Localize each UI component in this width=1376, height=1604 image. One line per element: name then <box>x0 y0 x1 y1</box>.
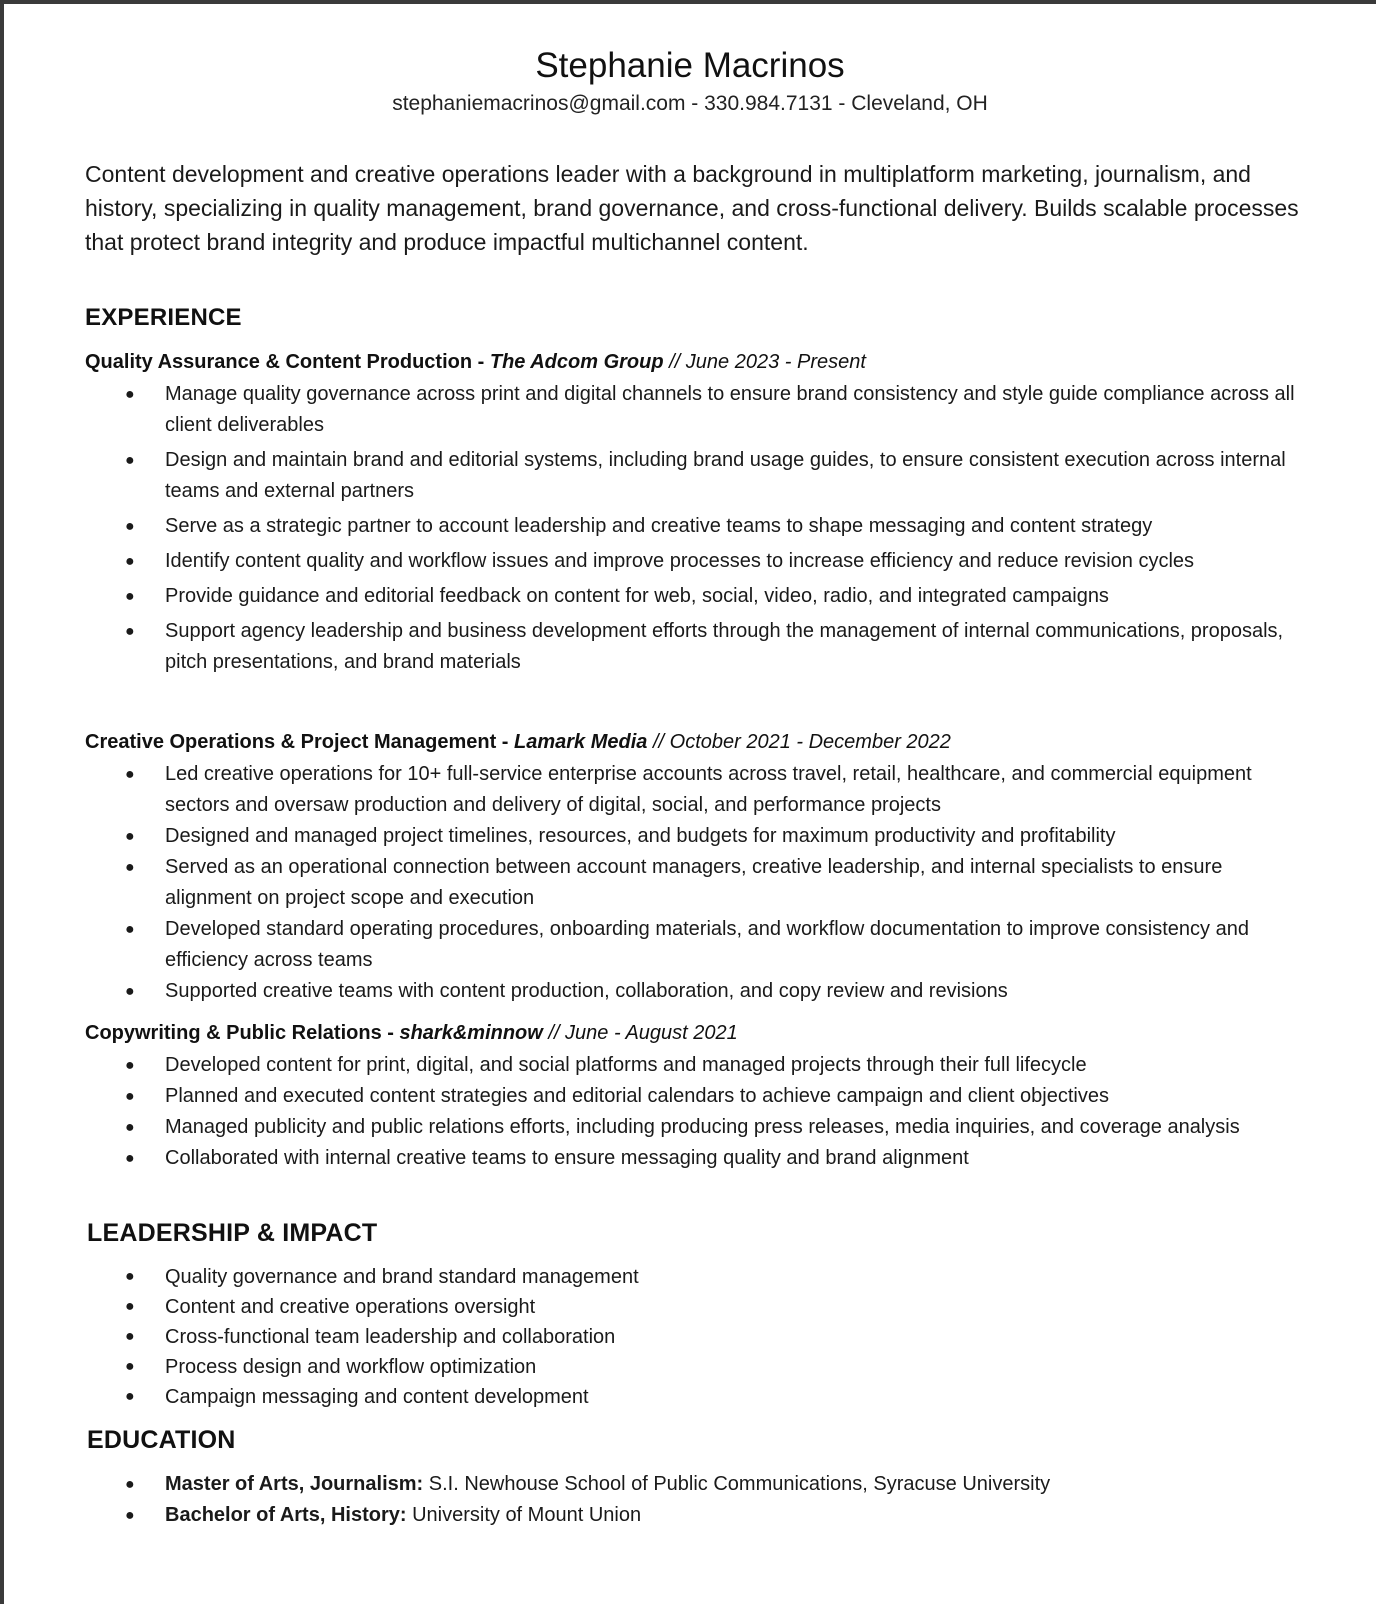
bullet-icon: ● <box>125 518 135 535</box>
bullet-text: Manage quality governance across print and digital channels to ensure brand consistency and style guide compliance across all client deliverables <box>165 383 1295 436</box>
bullet-icon: ● <box>125 766 135 783</box>
list-item <box>85 1322 1300 1352</box>
bullet-text: Serve as a strategic partner to account leadership and creative teams to shape messaging and content strategy <box>165 515 1153 537</box>
bullet-icon: ● <box>125 828 135 845</box>
window-left-border <box>0 0 4 1604</box>
bullet-icon: ● <box>125 983 135 1000</box>
list-item <box>85 379 1300 441</box>
degree-label: Bachelor of Arts, History: <box>165 1504 407 1526</box>
list-item <box>85 616 1300 678</box>
job-bullet-list <box>85 1050 1300 1174</box>
job-dates: // June 2023 - Present <box>663 351 866 373</box>
education-list <box>85 1469 1300 1531</box>
bullet-text: Design and maintain brand and editorial systems, including brand usage guides, to ensure consistent execution across internal teams and external partners <box>165 449 1286 502</box>
bullet-text: Support agency leadership and business development efforts through the management of internal communications, proposals, pitch presentations, and brand materials <box>165 620 1284 673</box>
list-item <box>85 976 1300 1007</box>
bullet-text: Content and creative operations oversight <box>165 1296 536 1318</box>
list-item <box>85 852 1300 914</box>
school-name: University of Mount Union <box>406 1504 642 1526</box>
bullet-icon: ● <box>125 859 135 876</box>
bullet-icon: ● <box>125 1476 135 1493</box>
job-company: shark&minnow <box>399 1022 543 1044</box>
list-item <box>85 1382 1300 1412</box>
job-role: Creative Operations & Project Management - <box>85 731 515 753</box>
job-role: Quality Assurance & Content Production - <box>85 351 490 373</box>
list-item <box>85 821 1300 852</box>
bullet-icon: ● <box>125 1358 135 1375</box>
list-item <box>85 914 1300 976</box>
list-item <box>85 759 1300 821</box>
list-item <box>85 1352 1300 1382</box>
list-item <box>85 1081 1300 1112</box>
bullet-text: Cross-functional team leadership and collaboration <box>165 1326 616 1348</box>
job-title-line <box>85 349 866 375</box>
education-heading: EDUCATION <box>87 1426 236 1454</box>
list-item <box>85 445 1300 507</box>
list-item <box>85 546 1300 577</box>
contact-line: stephaniemacrinos@gmail.com - 330.984.7131 - Cleveland, OH <box>392 92 988 115</box>
bullet-text: Led creative operations for 10+ full-service enterprise accounts across travel, retail, healthcare, and commercial equipment sectors and oversaw production and delivery of digital, social, and performance projects <box>165 763 1252 816</box>
bullet-text: Developed standard operating procedures, onboarding materials, and workflow documentation to improve consistency and efficiency across teams <box>165 918 1249 971</box>
bullet-text: Campaign messaging and content development <box>165 1386 589 1408</box>
list-item <box>85 511 1300 542</box>
bullet-icon: ● <box>125 623 135 640</box>
list-item <box>85 581 1300 612</box>
bullet-text: Supported creative teams with content production, collaboration, and copy review and revisions <box>165 980 1008 1002</box>
summary-paragraph: Content development and creative operations leader with a background in multiplatform marketing, journalism, and history, specializing in quality management, brand governance, and cross-functional delivery. Builds scalable processes that protect brand integrity and produce impactful multichannel content. <box>85 161 1299 255</box>
bullet-text: Planned and executed content strategies and editorial calendars to achieve campaign and client objectives <box>165 1085 1109 1107</box>
bullet-text: Quality governance and brand standard management <box>165 1266 639 1288</box>
list-item <box>85 1112 1300 1143</box>
school-name: S.I. Newhouse School of Public Communications, Syracuse University <box>423 1473 1051 1495</box>
bullet-text: Identify content quality and workflow issues and improve processes to increase efficiency and reduce revision cycles <box>165 550 1195 572</box>
bullet-text: Designed and managed project timelines, resources, and budgets for maximum productivity and profitability <box>165 825 1116 847</box>
bullet-text: Provide guidance and editorial feedback on content for web, social, video, radio, and integrated campaigns <box>165 585 1109 607</box>
job-bullet-list <box>85 379 1300 682</box>
leadership-list <box>85 1262 1300 1412</box>
bullet-icon: ● <box>125 588 135 605</box>
list-item <box>85 1292 1300 1322</box>
job-title-line <box>85 729 951 755</box>
leadership-heading: LEADERSHIP & IMPACT <box>87 1219 378 1247</box>
job-company: Lamark Media <box>514 731 648 753</box>
job-title-line <box>85 1020 738 1046</box>
bullet-icon: ● <box>125 1119 135 1136</box>
bullet-icon: ● <box>125 452 135 469</box>
bullet-icon: ● <box>125 553 135 570</box>
window-top-border <box>0 0 1376 4</box>
job-bullet-list <box>85 759 1300 1007</box>
bullet-icon: ● <box>125 1298 135 1315</box>
job-company: The Adcom Group <box>489 351 664 373</box>
bullet-text: Collaborated with internal creative teams to ensure messaging quality and brand alignment <box>165 1147 969 1169</box>
bullet-icon: ● <box>125 1388 135 1405</box>
list-item <box>85 1262 1300 1292</box>
bullet-icon: ● <box>125 921 135 938</box>
bullet-icon: ● <box>125 1507 135 1524</box>
job-role: Copywriting & Public Relations - <box>85 1022 400 1044</box>
list-item <box>85 1469 1300 1500</box>
bullet-text: Process design and workflow optimization <box>165 1356 537 1378</box>
bullet-icon: ● <box>125 1088 135 1105</box>
bullet-icon: ● <box>125 1328 135 1345</box>
bullet-icon: ● <box>125 1268 135 1285</box>
list-item <box>85 1050 1300 1081</box>
resume-name: Stephanie Macrinos <box>535 46 845 85</box>
bullet-text: Developed content for print, digital, and social platforms and managed projects through their full lifecycle <box>165 1054 1087 1076</box>
job-dates: // June - August 2021 <box>542 1022 738 1044</box>
bullet-text: Managed publicity and public relations efforts, including producing press releases, media inquiries, and coverage analysis <box>165 1116 1240 1138</box>
list-item <box>85 1500 1300 1531</box>
bullet-icon: ● <box>125 386 135 403</box>
job-dates: // October 2021 - December 2022 <box>647 731 951 753</box>
experience-heading: EXPERIENCE <box>85 304 242 331</box>
bullet-icon: ● <box>125 1150 135 1167</box>
bullet-icon: ● <box>125 1057 135 1074</box>
list-item <box>85 1143 1300 1174</box>
degree-label: Master of Arts, Journalism: <box>165 1473 424 1495</box>
bullet-text: Served as an operational connection between account managers, creative leadership, and internal specialists to ensure alignment on project scope and execution <box>165 856 1223 909</box>
